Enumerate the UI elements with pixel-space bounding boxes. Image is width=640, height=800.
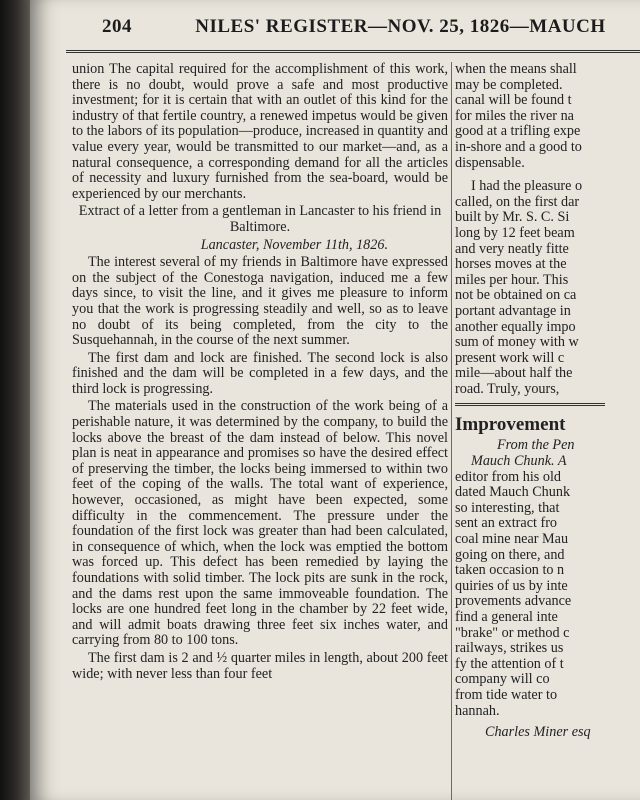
left-column: [72, 62, 448, 800]
text-line: hannah.: [455, 702, 500, 719]
text-line: find a general inte: [455, 609, 558, 625]
signature-line: Charles Miner esq: [485, 724, 591, 741]
text-line: railways, strikes us: [455, 640, 564, 657]
text-line: another equally impo: [455, 318, 576, 335]
text-line: and very neatly fitte: [455, 240, 569, 257]
page-number: 204: [102, 16, 132, 37]
right-lines-b: [455, 179, 625, 195]
letter-dateline: Lancaster, November 11th, 1826.: [200, 236, 388, 253]
article-paragraph: union The capital required for the accomplishment of this work, there is no doubt, would prove a safe and most productive investment; for it is certain that with an outlet of this kind for the industry of that fertile country, a renewed impetus would be given to the labors of its population—produce, increased in quantity and value every year, would be transmitted to our market—and, as a natural consequence, a corresponding demand for all the articles of necessity and luxury furnished from the sea-board, would be experienced by our merchants.: [72, 62, 448, 202]
text-line: quiries of us by inte: [455, 577, 568, 594]
text-line: sum of money with w: [455, 334, 579, 351]
text-line: going on there, and: [455, 546, 565, 563]
text-line: dispensable.: [455, 154, 525, 171]
masthead-title: NILES' REGISTER—NOV. 25, 1826—MAUCH: [195, 16, 606, 37]
article-paragraph: The first dam is 2 and ½ quarter miles in length, about 200 feet wide; with never less than four feet: [72, 649, 448, 682]
text-line: dated Mauch Chunk: [455, 484, 571, 501]
text-line: taken occasion to n: [455, 562, 565, 579]
right-lines-b-cont: [455, 195, 625, 398]
text-line: present work will c: [455, 349, 565, 366]
section-heading: Improvement: [455, 414, 566, 436]
text-line: I had the pleasure o: [471, 178, 583, 195]
column-divider: [451, 62, 452, 800]
text-line: from tide water to: [455, 686, 558, 703]
text-line: provements advance: [455, 593, 572, 610]
text-line: coal mine near Mau: [455, 531, 569, 548]
right-lines-c: [455, 470, 625, 720]
article-paragraph: The interest several of my friends in Baltimore have expressed on the subject of the Conestoga navigation, induced me a few days since, to visit the line, and it gives me pleasure to inform you that the work is progressing steadily and well, so as to leave no doubt of its being completed, from the city to the Susquehannah, in the course of the next summer.: [72, 254, 448, 349]
text-line: not be obtained on ca: [455, 287, 577, 304]
book-binding-shadow: [0, 0, 34, 800]
text-line: when the means shall: [455, 62, 577, 77]
right-column: [455, 62, 625, 800]
text-line: built by Mr. S. C. Si: [455, 209, 570, 226]
page-header: [102, 16, 640, 38]
text-line: may be completed.: [455, 76, 563, 93]
text-line: long by 12 feet beam: [455, 224, 575, 241]
text-line: called, on the first dar: [455, 193, 580, 210]
right-lines-a: [455, 62, 625, 171]
text-line: company will co: [455, 671, 550, 688]
extract-heading: Extract of a letter from a gentleman in Lancaster to his friend in Baltimore.: [78, 203, 442, 235]
text-line: canal will be found t: [455, 92, 572, 109]
text-line: in-shore and a good to: [455, 138, 582, 155]
text-line: miles per hour. This: [455, 271, 569, 288]
text-line: horses moves at the: [455, 256, 567, 273]
text-line: for miles the river na: [455, 107, 574, 124]
text-line: sent an extract fro: [455, 515, 558, 532]
text-line: portant advantage in: [455, 302, 571, 319]
text-line: mile—about half the: [455, 365, 573, 382]
section-subhead: From the Pen: [497, 437, 575, 454]
text-line: Mauch Chunk. A: [471, 453, 567, 470]
text-line: fy the attention of t: [455, 655, 564, 672]
text-line: editor from his old: [455, 468, 561, 485]
text-line: so interesting, that: [455, 499, 560, 516]
article-paragraph: The first dam and lock are finished. The second lock is also finished and the dam will be completed in a few days, and the third lock is progressing.: [72, 349, 448, 397]
text-line: "brake" or method c: [455, 624, 570, 641]
section-rule: [455, 403, 605, 406]
article-paragraph: The materials used in the construction of the work being of a perishable nature, it was determined by the company, to build the locks above the breast of the dam instead of below. This novel plan is neat in appearance and promises so have the desired effect of preserving the timber, the locks being immersed to within two feet of the coping of the walls. The total want of experience, however, occasioned, as might have been expected, some difficulty in the commencement. The pressure under the foundation of the first lock was greater than had been calculated, in consequence of which, when the lock was emptied the bottom was forced up. This defect has been remedied by laying the foundations with solid timber. The lock pits are sunk in the rock, and the dams rest upon the same immoveable foundation. The locks are one hundred feet long in the chamber by 22 feet wide, and will admit boats drawing three feet six inches water, and carrying from 80 to 100 tons.: [72, 398, 448, 649]
text-line: good at a trifling expe: [455, 123, 581, 140]
header-rule: [66, 50, 640, 53]
text-line: road. Truly, yours,: [455, 380, 560, 397]
right-lines-c-first: [455, 454, 625, 470]
